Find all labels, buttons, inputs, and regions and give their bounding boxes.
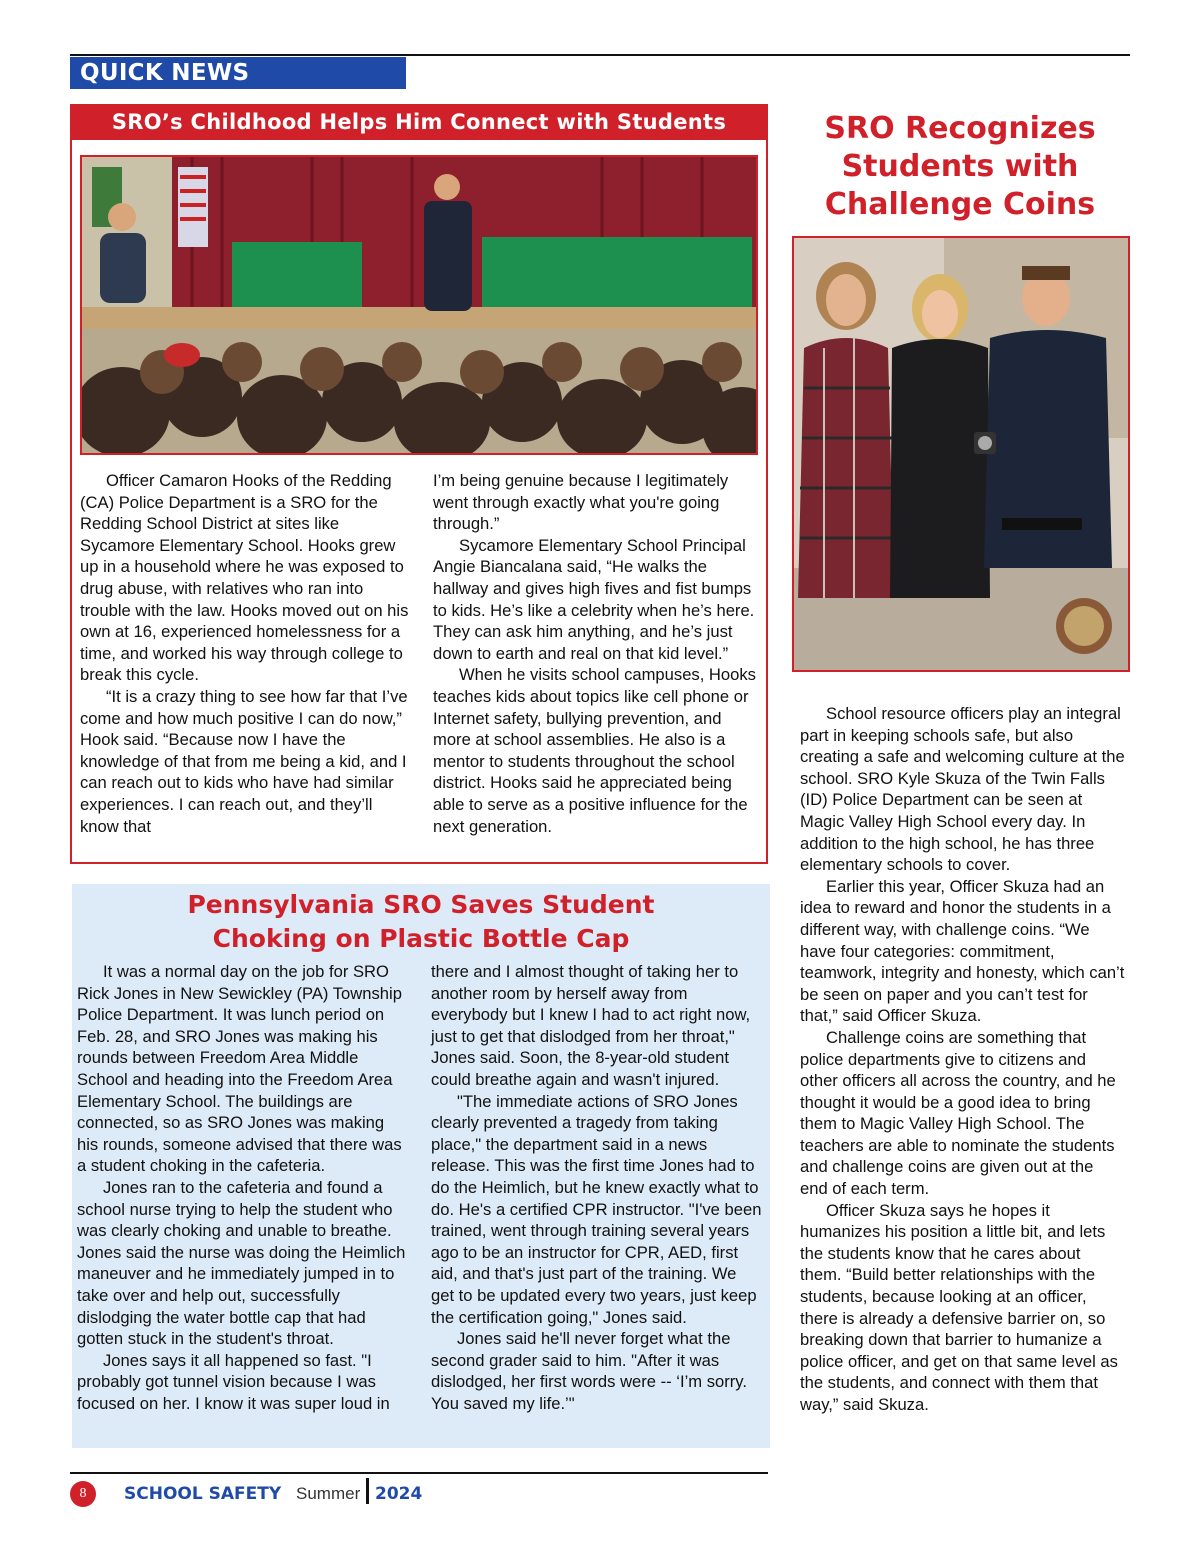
article1-title: SRO’s Childhood Helps Him Connect with Students <box>70 104 768 140</box>
article2-title <box>790 110 1130 224</box>
article3-paragraph: "The immediate actions of SRO Jones clearly prevented a tragedy from taking place," the department said in a news release. This was the first time Jones had to do the Heimlich, but he knew exactly what to do. He's a certified CPR instructor. "I've been trained, went through training several years ago to be an instructor for CPR, AED, first aid, and that's just part of the training. We get to be updated every two years, just keep the certification going," Jones said. <box>431 1091 762 1327</box>
bottom-rule <box>70 1472 768 1474</box>
article2-title-line: SRO Recognizes <box>824 111 1096 146</box>
article3-title-line: Choking on Plastic Bottle Cap <box>212 924 630 953</box>
article3-paragraph: Jones ran to the cafeteria and found a school nurse trying to help the student who was clearly choking and unable to breathe. Jones said the nurse was doing the Heimlich maneuver and he immediately jumped in to take over and help out, successfully dislodging the water bottle cap that had gotten stuck in the student's throat. <box>77 1177 406 1349</box>
page-number: 8 <box>70 1481 96 1507</box>
article1-paragraph: Sycamore Elementary School Principal Angie Biancalana said, “He walks the hallway and gives high fives and fist bumps to kids. He’s like a celebrity when he’s here. They can ask him anything, and he’s just down to earth and real on that kid level.” <box>433 535 755 663</box>
article1-paragraph: When he visits school campuses, Hooks teaches kids about topics like cell phone or Internet safety, bullying prevention, and more at school assemblies. He also is a mentor to students throughout the school district. Hooks said he appreciated being able to serve as a positive influence for the next generation. <box>433 665 756 836</box>
magazine-name: SCHOOL SAFETY <box>124 1484 282 1504</box>
article3-paragraph-continued: there and I almost thought of taking her to another room by herself away from everybody but I knew I had to act right now, just to get that dislodged from her throat," Jones said. Soon, the 8-year-old student could breathe again and wasn't injured. <box>431 962 751 1089</box>
challenge-coin-photo-illustration <box>794 238 1128 670</box>
article3-paragraph: Jones says it all happened so fast. "I probably got tunnel vision because I was focused on her. I know it was super loud in <box>77 1350 390 1413</box>
article2-paragraph: Officer Skuza says he hopes it humanizes his position a little bit, and lets the students know that he cares about them. “Build better relationships with the students, because looking at an officer, there is already a defensive barrier on, so breaking down that barrier to humanize a police officer, and get on that same level as the students, and connect with them that way,” said Skuza. <box>800 1200 1118 1414</box>
article1-paragraph-continued: I’m being genuine because I legitimately went through exactly what you're going through.” <box>433 471 729 534</box>
article2-paragraph: Challenge coins are something that police departments give to citizens and other officers all across the country, and he thought it would be a good idea to bring them to Magic Valley High School. The teachers are able to nominate the students and challenge coins are given out at the end of each term. <box>800 1027 1116 1199</box>
article2-title-line: Challenge Coins <box>824 187 1096 222</box>
top-rule <box>70 54 1130 56</box>
section-tag: QUICK NEWS <box>70 57 406 89</box>
issue-season: Summer <box>296 1484 361 1503</box>
article1-column2 <box>433 470 763 837</box>
article3-paragraph: Jones said he'll never forget what the second grader said to him. "After it was dislodged, her first words were -- ‘I’m sorry. You saved my life.’" <box>431 1329 747 1413</box>
assembly-photo-illustration <box>82 157 756 453</box>
footer-separator <box>366 1478 369 1504</box>
article3-title <box>72 888 770 956</box>
article1-paragraph: Officer Camaron Hooks of the Redding (CA) Police Department is a SRO for the Redding School District at sites like Sycamore Elementary School. Hooks grew up in a household where he was exposed to drug abuse, with relatives who ran into trouble with the law. Hooks moved out on his own at 16, experienced homelessness for a time, and worked his way through college to break this cycle. <box>80 471 409 685</box>
article3-title-line: Pennsylvania SRO Saves Student <box>187 890 655 919</box>
article2-column <box>800 703 1125 1416</box>
issue-year: 2024 <box>375 1484 423 1504</box>
article2-title-line: Students with <box>841 149 1079 184</box>
article2-photo <box>792 236 1130 672</box>
article3-paragraph: It was a normal day on the job for SRO Rick Jones in New Sewickley (PA) Township Police Department. It was lunch period on Feb. 28, and SRO Jones was making his rounds between Freedom Area Middle School and heading into the Freedom Area Elementary School. The buildings are connected, so as SRO Jones was making his rounds, someone advised that there was a student choking in the cafeteria. <box>77 962 402 1176</box>
article2-paragraph: Earlier this year, Officer Skuza had an idea to reward and honor the students in a different way, with challenge coins. “We have four categories: commitment, teamwork, integrity and honesty, which can’t be seen on paper and you can’t test for that,” said Officer Skuza. <box>800 876 1125 1026</box>
article1-photo <box>80 155 758 455</box>
article1-column1 <box>80 470 410 837</box>
article3-column2 <box>431 961 764 1414</box>
article1-paragraph: “It is a crazy thing to see how far that I’ve come and how much positive I can do now,” Hook said. “Because now I have the knowledge of that from me being a kid, and I can reach out to kids who have had similar experiences. I can reach out, and they’ll know that <box>80 686 408 836</box>
article3-column1 <box>77 961 407 1414</box>
article2-paragraph: School resource officers play an integral part in keeping schools safe, but also creating a safe and welcoming culture at the school. SRO Kyle Skuza of the Twin Falls (ID) Police Department can be seen at Magic Valley High School every day. In addition to the high school, he has three elementary schools to cover. <box>800 704 1125 875</box>
